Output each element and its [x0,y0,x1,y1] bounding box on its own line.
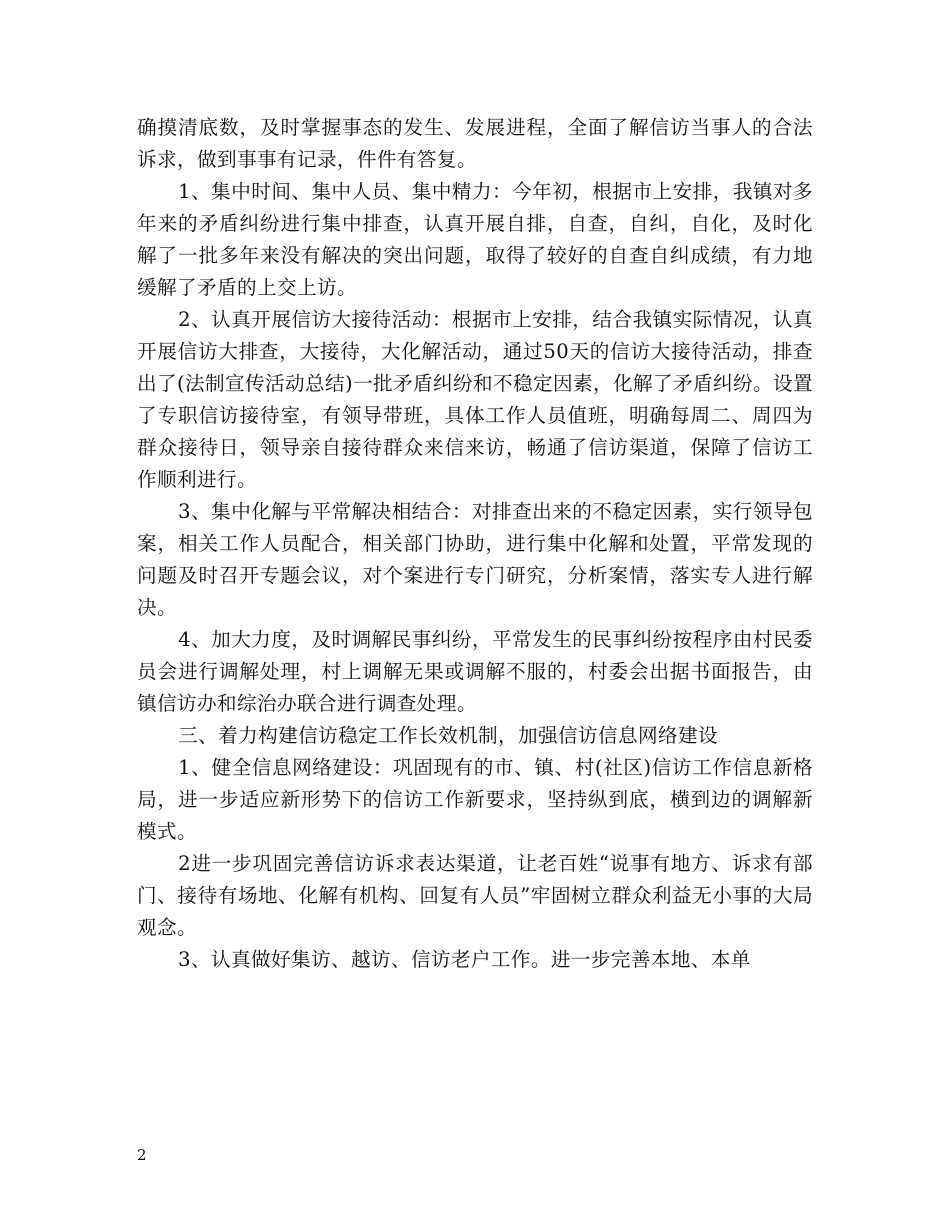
paragraph: 2进一步巩固完善信访诉求表达渠道，让老百姓“说事有地方、诉求有部门、接待有场地、化解有机构、回复有人员”牢固树立群众利益无小事的大局观念。 [137,852,813,939]
section-heading: 三、着力构建信访稳定工作长效机制，加强信访信息网络建设 [178,724,718,747]
paragraph: 4、加大力度，及时调解民事纠纷，平常发生的民事纠纷按程序由村民委员会进行调解处理，村上调解无果或调解不服的，村委会出据书面报告，由镇信访办和综治办联合进行调查处理。 [137,628,813,715]
page-number: 2 [137,1146,147,1164]
paragraph: 3、集中化解与平常解决相结合：对排查出来的不稳定因素，实行领导包案，相关工作人员配合，相关部门协助，进行集中化解和处置，平常发现的问题及时召开专题会议，对个案进行专门研究，分析案情，落实专人进行解决。 [137,500,813,619]
document-body [137,112,813,976]
paragraph: 3、认真做好集访、越访、信访老户工作。进一步完善本地、本单 [178,948,751,971]
paragraph: 1、集中时间、集中人员、集中精力：今年初，根据市上安排，我镇对多年来的矛盾纠纷进行集中排查，认真开展自排，自查，自纠，自化，及时化解了一批多年来没有解决的突出问题，取得了较好的自查自纠成绩，有力地缓解了矛盾的上交上访。 [137,180,813,299]
paragraph: 2、认真开展信访大接待活动：根据市上安排，结合我镇实际情况，认真开展信访大排查，大接待，大化解活动，通过50天的信访大接待活动，排查出了(法制宣传活动总结)一批矛盾纠纷和不稳定因素，化解了矛盾纠纷。设置了专职信访接待室，有领导带班，具体工作人员值班，明确每周二、周四为群众接待日，领导亲自接待群众来信来访，畅通了信访渠道，保障了信访工作顺利进行。 [137,308,813,491]
paragraph: 1、健全信息网络建设：巩固现有的市、镇、村(社区)信访工作信息新格局，进一步适应新形势下的信访工作新要求，坚持纵到底，横到边的调解新模式。 [137,756,813,843]
paragraph: 确摸清底数，及时掌握事态的发生、发展进程，全面了解信访当事人的合法诉求，做到事事有记录，件件有答复。 [137,116,813,171]
